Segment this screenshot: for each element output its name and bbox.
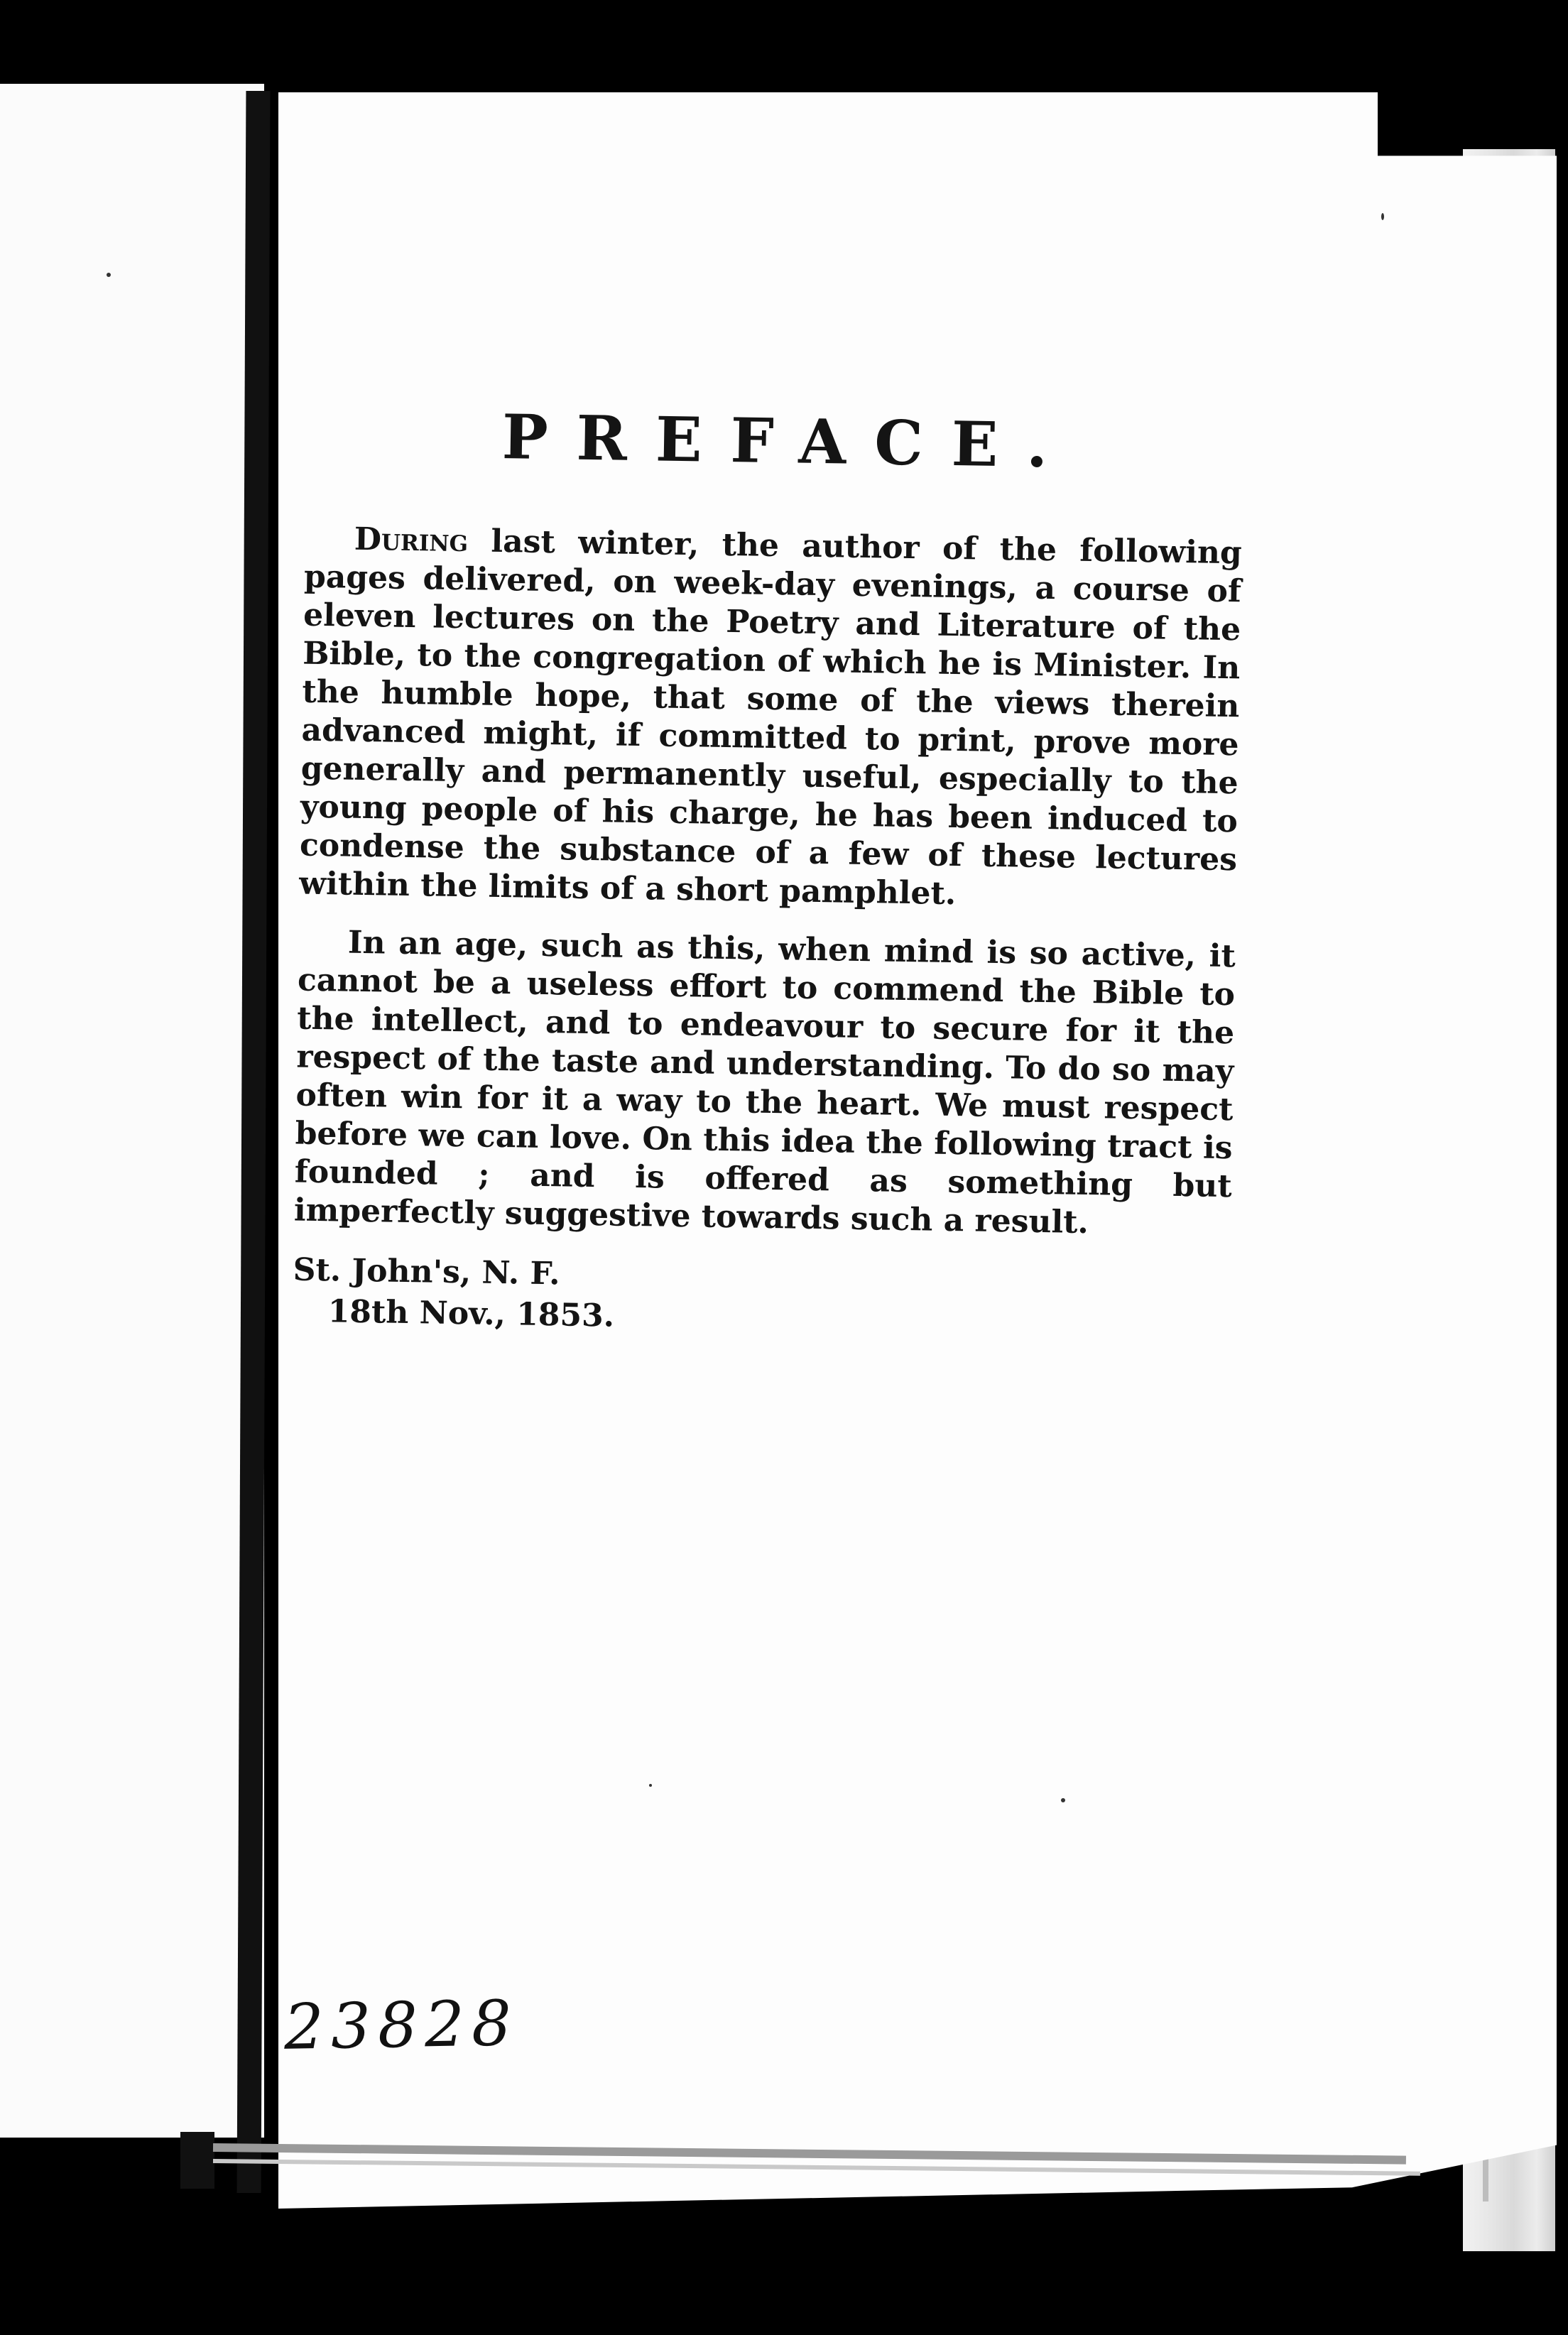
signoff-date: 18th Nov., 1853. (327, 1293, 615, 1334)
handwritten-accession-number: 23828 (283, 1986, 519, 2064)
ink-speck (1381, 213, 1384, 220)
paragraph-text: In an age, such as this, when mind is so active, it cannot be a useless effort to commend the Bible to the intellect, and to endeavour to secure for it the respect of the taste and understanding. To do so may often win for it a way to the heart. We must respect before we can love. On this idea the following tract is founded ; and is offered as something but imperfectly suggestive towards such a result. (293, 924, 1236, 1241)
signoff (263, 1249, 1231, 1346)
page-title: PREFACE. (501, 401, 1077, 482)
ink-speck (107, 273, 111, 277)
gutter-foot (180, 2132, 214, 2189)
signoff-place: St. John's, N. F. (293, 1251, 561, 1292)
preface-text-block (263, 398, 1243, 1346)
left-page (0, 84, 264, 2138)
paragraph-1 (299, 520, 1242, 918)
paragraph-lead-word: During (354, 521, 469, 560)
ink-speck (1061, 1798, 1065, 1802)
paragraph-2 (294, 923, 1236, 1245)
paragraph-text: last winter, the author of the following pages delivered, on week-day evenings, a course of eleven lectures on the Poetry and Literature of the Bible, to the congregation of which he is Minister. In the humble hope, that some of the views therein advanced might, if committed to print, prove more generally and permanently useful, especially to the young people of his charge, he has been induced to condense the substance of a few of these lectures within the limits of a short pamphlet. (298, 523, 1243, 913)
ink-speck (649, 1784, 652, 1787)
